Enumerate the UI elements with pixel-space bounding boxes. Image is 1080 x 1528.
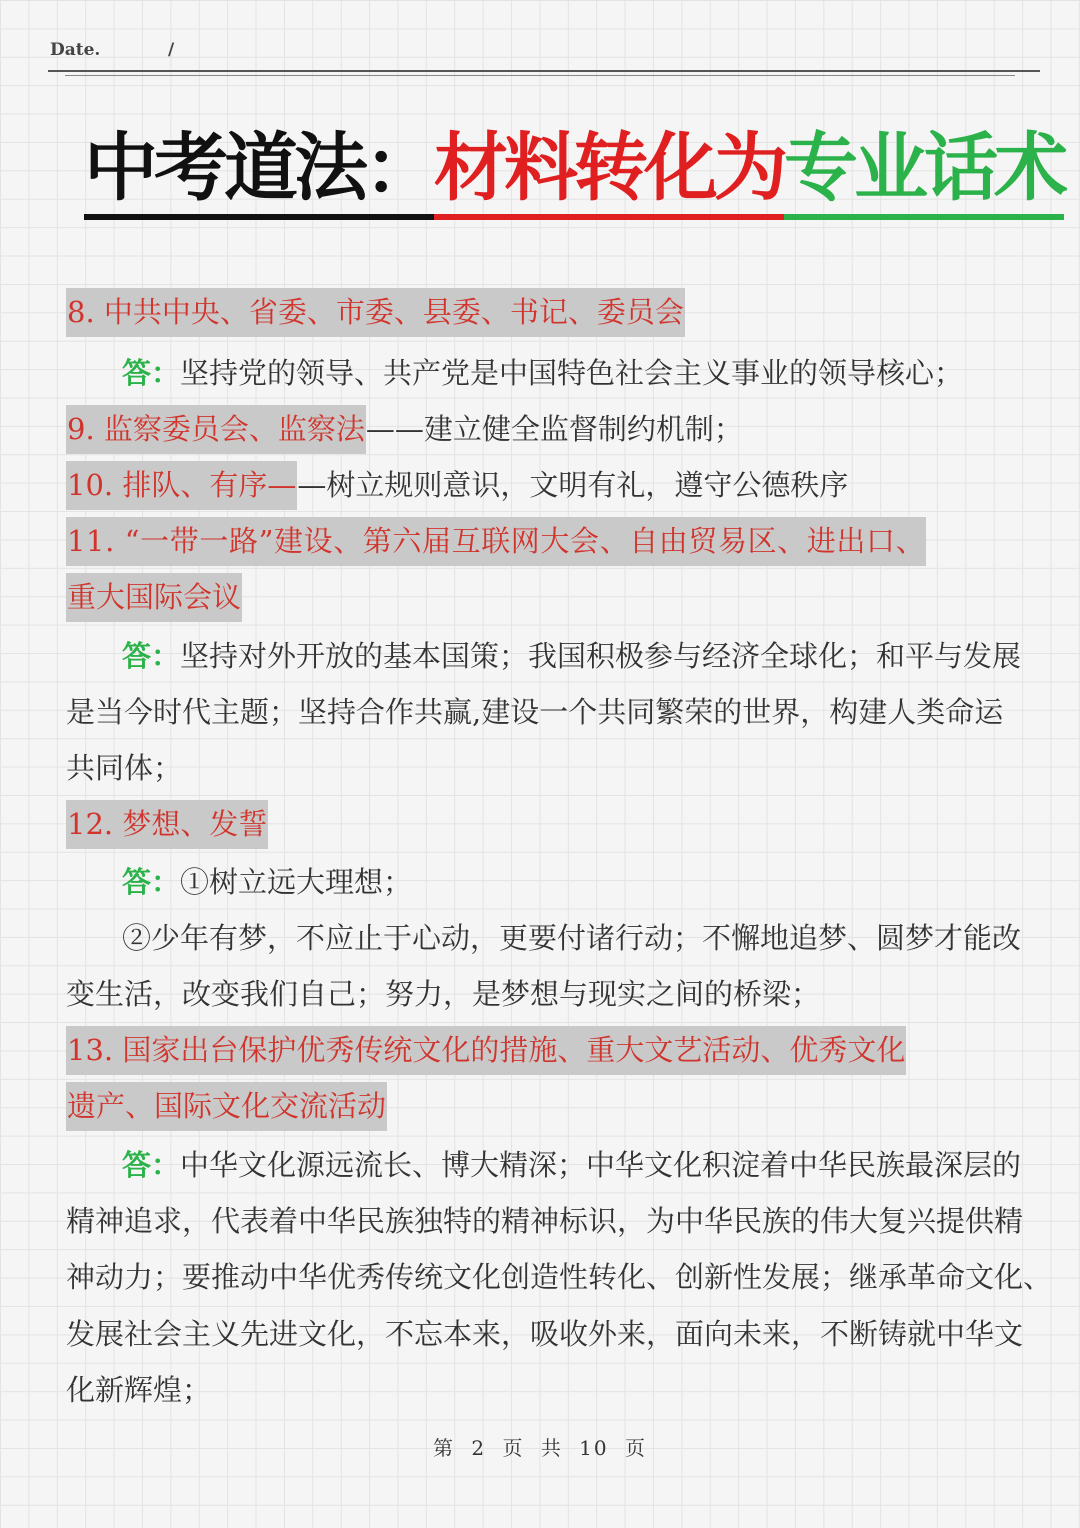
- item-12-answer-line-2: ②少年有梦，不应止于心动，更要付诸行动；不懈地追梦、圆梦才能改: [122, 921, 1022, 955]
- footer-word-ye: 页: [502, 1436, 525, 1460]
- date-label: Date.: [50, 40, 101, 60]
- page-footer: [0, 1432, 1080, 1461]
- footer-page-number: 2: [471, 1436, 487, 1460]
- title-part-red: 材料转化为: [434, 124, 784, 220]
- item-13-heading-line-2: [66, 1082, 387, 1131]
- item-13-heading-line-1: [66, 1026, 906, 1075]
- item-10-text: —树立规则意识，文明有礼，遵守公德秩序: [297, 468, 849, 502]
- item-9-heading: 9. 监察委员会、监察法: [66, 405, 366, 454]
- title-part-black: 中考道法：: [84, 124, 434, 220]
- item-11-heading-1: 11. “一带一路”建设、第六届互联网大会、自由贸易区、进出口、: [66, 517, 926, 566]
- answer-label: 答：: [122, 865, 181, 899]
- item-12-answer-line-3: 变生活，改变我们自己；努力，是梦想与现实之间的桥梁；: [66, 977, 821, 1011]
- page-title: [84, 125, 1064, 220]
- header-rule-thin: [65, 75, 1015, 76]
- answer-label: 答：: [122, 639, 181, 673]
- item-8-answer-line: [122, 349, 963, 397]
- item-11-answer-line-3: 共同体；: [66, 751, 183, 785]
- item-9-text: ——建立健全监督制约机制；: [365, 412, 743, 446]
- item-11-answer-line-2: 是当今时代主题；坚持合作共赢,建设一个共同繁荣的世界，构建人类命运: [66, 695, 1004, 729]
- item-8-heading-line: [66, 288, 685, 337]
- answer-label: 答：: [122, 356, 181, 390]
- item-12-answer-1: ①树立远大理想；: [180, 865, 413, 899]
- item-12-answer-line-1: [122, 858, 412, 906]
- footer-total-pages: 10: [579, 1436, 609, 1460]
- item-13-heading-1: 13. 国家出台保护优秀传统文化的措施、重大文艺活动、优秀文化: [66, 1026, 906, 1075]
- footer-word-gong: 共: [540, 1436, 563, 1460]
- item-13-heading-2: 遗产、国际文化交流活动: [66, 1082, 387, 1131]
- answer-label: 答：: [122, 1148, 181, 1182]
- title-part-green: 专业话术: [784, 124, 1064, 220]
- item-11-heading-line-1: [66, 517, 926, 566]
- item-13-answer-line-5: 化新辉煌；: [66, 1373, 212, 1407]
- item-13-answer-line-4: 发展社会主义先进文化，不忘本来，吸收外来，面向未来，不断铸就中华文: [66, 1317, 1024, 1351]
- item-10-line: [66, 461, 848, 510]
- item-13-answer-line-2: 精神追求，代表着中华民族独特的精神标识，为中华民族的伟大复兴提供精: [66, 1204, 1024, 1238]
- item-8-answer: 坚持党的领导、共产党是中国特色社会主义事业的领导核心；: [180, 356, 964, 390]
- footer-word-di: 第: [433, 1436, 455, 1460]
- item-9-line: [66, 405, 743, 454]
- header-rule: [48, 70, 1040, 72]
- item-13-answer-line-1: [122, 1141, 1021, 1189]
- item-11-answer-1: 坚持对外开放的基本国策；我国积极参与经济全球化；和平与发展: [180, 639, 1022, 673]
- item-13-answer-1: 中华文化源远流长、博大精深；中华文化积淀着中华民族最深层的: [180, 1148, 1022, 1182]
- item-11-answer-line-1: [122, 632, 1021, 680]
- item-8-heading: 8. 中共中央、省委、市委、县委、书记、委员会: [66, 288, 685, 337]
- item-12-heading-line: [66, 800, 268, 849]
- date-separator: /: [168, 40, 175, 60]
- item-13-answer-line-3: 神动力；要推动中华优秀传统文化创造性转化、创新性发展；继承革命文化、: [66, 1260, 1053, 1294]
- item-10-heading: 10. 排队、有序—: [66, 461, 297, 510]
- item-12-heading: 12. 梦想、发誓: [66, 800, 268, 849]
- item-11-heading-line-2: [66, 573, 242, 622]
- item-11-heading-2: 重大国际会议: [66, 573, 242, 622]
- footer-word-ye-2: 页: [624, 1436, 647, 1460]
